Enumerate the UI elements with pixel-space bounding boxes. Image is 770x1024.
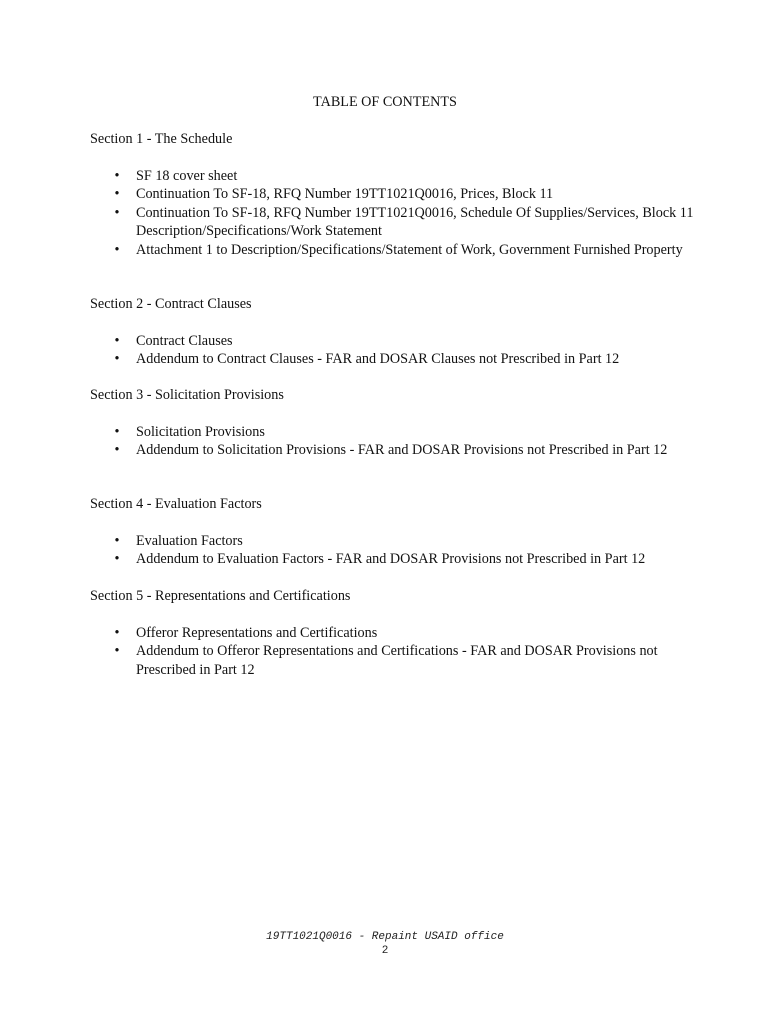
section-2 — [90, 295, 700, 369]
list-item-text: Solicitation Provisions — [136, 423, 265, 440]
list-item-text: Addendum to Evaluation Factors - FAR and DOSAR Provisions not Prescribed in Part 12 — [136, 551, 646, 567]
list-item — [90, 624, 700, 643]
list-item-text: SF 18 cover sheet — [136, 167, 238, 184]
section-heading: Section 5 - Representations and Certifications — [90, 588, 351, 604]
bullet-icon: • — [114, 204, 120, 221]
bullet-icon: • — [114, 167, 120, 184]
list-item — [90, 550, 700, 569]
bullet-icon: • — [114, 442, 120, 458]
list-item — [90, 423, 700, 442]
list-item-text: Continuation To SF-18, RFQ Number 19TT1021Q0016, Prices, Block 11 — [136, 186, 554, 202]
list-item — [90, 532, 700, 551]
bullet-icon: • — [114, 551, 120, 567]
section-1 — [90, 130, 700, 259]
list-item — [90, 350, 700, 369]
footer-reference: 19TT1021Q0016 - Repaint USAID office — [266, 931, 504, 943]
bullet-icon: • — [114, 532, 120, 549]
list-item-text: Contract Clauses — [136, 332, 233, 349]
list-item — [90, 642, 700, 679]
list-item — [90, 441, 700, 460]
section-5 — [90, 587, 700, 679]
bullet-icon: • — [114, 241, 120, 258]
list-item — [90, 167, 700, 186]
list-item-text: Continuation To SF-18, RFQ Number 19TT1021Q0016, Schedule Of Supplies/Services, Block 11 Description/Specifications/Work Statement — [136, 204, 694, 239]
list-item-text: Addendum to Solicitation Provisions - FAR and DOSAR Provisions not Prescribed in Part 12 — [136, 442, 668, 458]
section-heading: Section 2 - Contract Clauses — [90, 296, 252, 312]
section-heading: Section 1 - The Schedule — [90, 131, 233, 147]
list-item — [90, 204, 700, 241]
bullet-icon: • — [114, 186, 120, 202]
bullet-icon: • — [114, 351, 120, 367]
section-item-list — [90, 332, 700, 369]
section-item-list — [90, 167, 700, 260]
page-number: 2 — [381, 945, 389, 957]
list-item-text: Addendum to Contract Clauses - FAR and DOSAR Clauses not Prescribed in Part 12 — [136, 351, 620, 367]
list-item — [90, 332, 700, 351]
section-4 — [90, 495, 700, 569]
section-item-list — [90, 532, 700, 569]
list-item-text: Offeror Representations and Certifications — [136, 624, 378, 641]
list-item — [90, 241, 700, 260]
list-item-text: Attachment 1 to Description/Specifications/Statement of Work, Government Furnished Property — [136, 241, 683, 258]
section-heading: Section 4 - Evaluation Factors — [90, 496, 262, 512]
section-3 — [90, 386, 700, 460]
list-item-text: Addendum to Offeror Representations and Certifications - FAR and DOSAR Provisions not Prescribed in Part 12 — [136, 643, 658, 678]
section-heading: Section 3 - Solicitation Provisions — [90, 387, 284, 403]
list-item-text: Evaluation Factors — [136, 532, 243, 549]
bullet-icon: • — [114, 423, 120, 440]
section-item-list — [90, 423, 700, 460]
section-item-list — [90, 624, 700, 680]
bullet-icon: • — [114, 643, 120, 659]
bullet-icon: • — [114, 624, 120, 641]
list-item — [90, 185, 700, 204]
page-footer — [0, 930, 770, 958]
page-title: TABLE OF CONTENTS — [313, 94, 457, 110]
bullet-icon: • — [114, 332, 120, 349]
